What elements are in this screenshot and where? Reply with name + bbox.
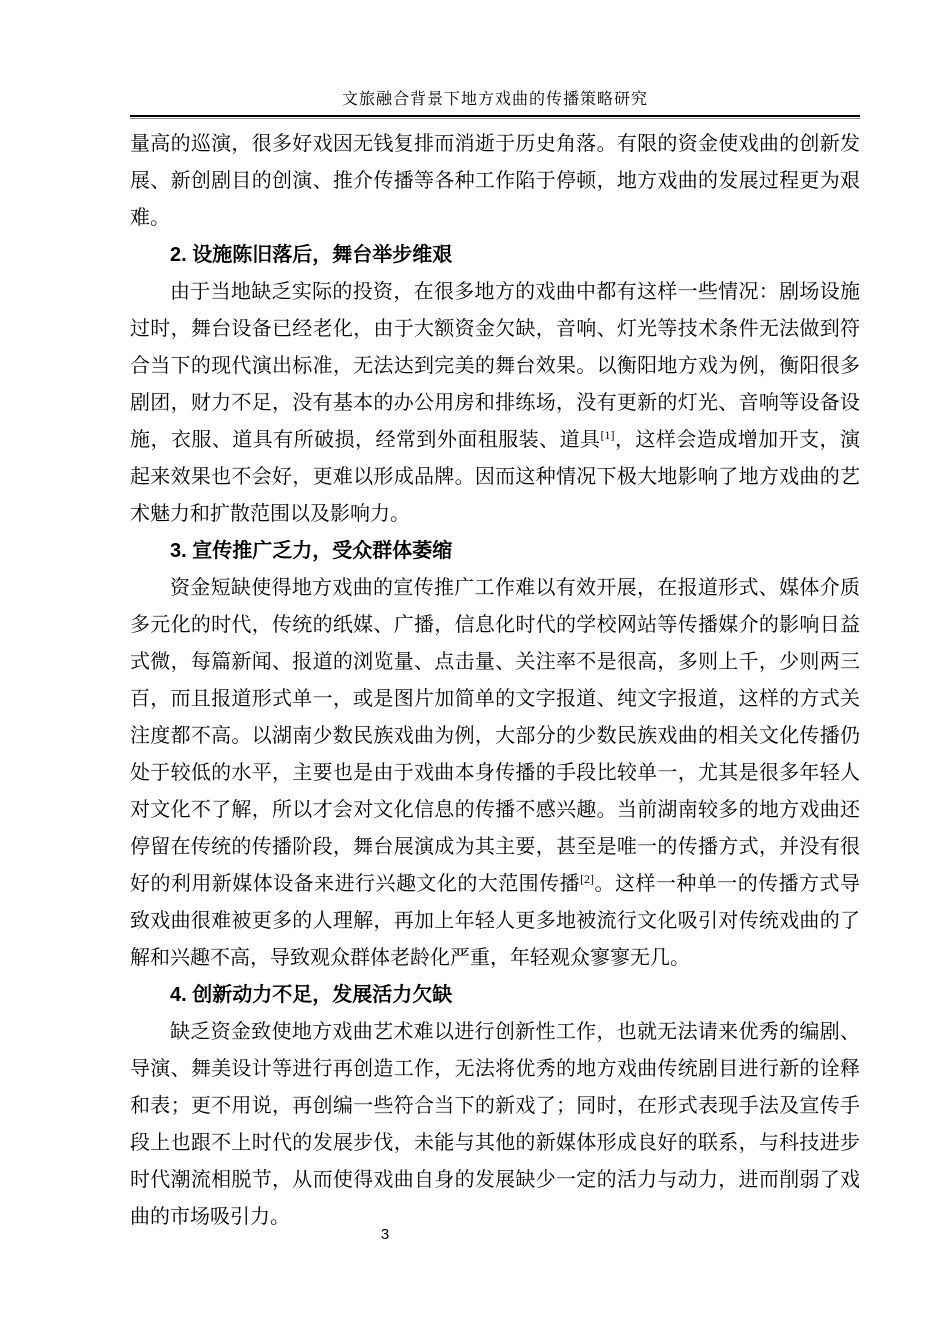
section-heading — [130, 533, 860, 570]
footnote-reference: [1] — [600, 428, 615, 442]
text-run: 3. 宣传推广乏力，受众群体萎缩 — [170, 540, 453, 562]
footnote-reference: [2] — [580, 872, 595, 886]
text-run: 。这样一种单一的传播方式导致戏曲很难被更多的人理解，再加上年轻人更多地被流行文化吸引对传统戏曲的了解和兴趣不高，导致观众群体老龄化严重，年轻观众寥寥无几。 — [130, 873, 861, 969]
text-run: 缺乏资金致使地方戏曲艺术难以进行创新性工作，也就无法请来优秀的编剧、导演、舞美设计等进行再创造工作，无法将优秀的地方戏曲传统剧目进行新的诠释和表；更不用说，再创编一些符合当下的新戏了；同时，在形式表现手法及宣传手段上也跟不上时代的发展步伐，未能与其他的新媒体形成良好的联系，与科技进步时代潮流相脱节，从而使得戏曲自身的发展缺少一定的活力与动力，进而削弱了戏曲的市场吸引力。 — [130, 1021, 860, 1228]
text-run: 2. 设施陈旧落后，舞台举步维艰 — [170, 244, 453, 266]
text-run: 4. 创新动力不足，发展活力欠缺 — [170, 984, 453, 1006]
body-paragraph — [130, 570, 860, 977]
text-run: 资金短缺使得地方戏曲的宣传推广工作难以有效开展，在报道形式、媒体介质多元化的时代，传统的纸媒、广播，信息化时代的学校网站等传播媒介的影响日益式微，每篇新闻、报道的浏览量、点击量、关注率不是很高，多则上千，少则两三百，而且报道形式单一，或是图片加简单的文字报道、纯文字报道，这样的方式关注度都不高。以湖南少数民族戏曲为例，大部分的少数民族戏曲的相关文化传播仍处于较低的水平，主要也是由于戏曲本身传播的手段比较单一，尤其是很多年轻人对文化不了解，所以才会对文化信息的传播不感兴趣。当前湖南较多的地方戏曲还停留在传统的传播阶段，舞台展演成为其主要，甚至是唯一的传播方式，并没有很好的利用新媒体设备来进行兴趣文化的大范围传播 — [130, 577, 860, 895]
page-number: 3 — [380, 1226, 390, 1243]
text-run: 由于当地缺乏实际的投资，在很多地方的戏曲中都有这样一些情况：剧场设施过时，舞台设备已经老化，由于大额资金欠缺，音响、灯光等技术条件无法做到符合当下的现代演出标准，无法达到完美的舞台效果。以衡阳地方戏为例，衡阳很多剧团，财力不足，没有基本的办公用房和排练场，没有更新的灯光、音响等设备设施，衣服、道具有所破损，经常到外面租服装、道具 — [130, 281, 860, 451]
document-body — [130, 126, 860, 1236]
body-paragraph — [130, 274, 860, 533]
body-paragraph — [130, 126, 860, 237]
body-paragraph — [130, 1014, 860, 1236]
section-heading — [130, 237, 860, 274]
header-rule — [130, 115, 860, 119]
running-head-title: 文旅融合背景下地方戏曲的传播策略研究 — [341, 91, 648, 108]
section-heading — [130, 977, 860, 1014]
text-run: 量高的巡演，很多好戏因无钱复排而消逝于历史角落。有限的资金使戏曲的创新发展、新创剧目的创演、推介传播等各种工作陷于停顿，地方戏曲的发展过程更为艰难。 — [130, 133, 860, 229]
text-run: ，这样会造成增加开支，演起来效果也不会好，更难以形成品牌。因而这种情况下极大地影响了地方戏曲的艺术魅力和扩散范围以及影响力。 — [130, 429, 861, 525]
